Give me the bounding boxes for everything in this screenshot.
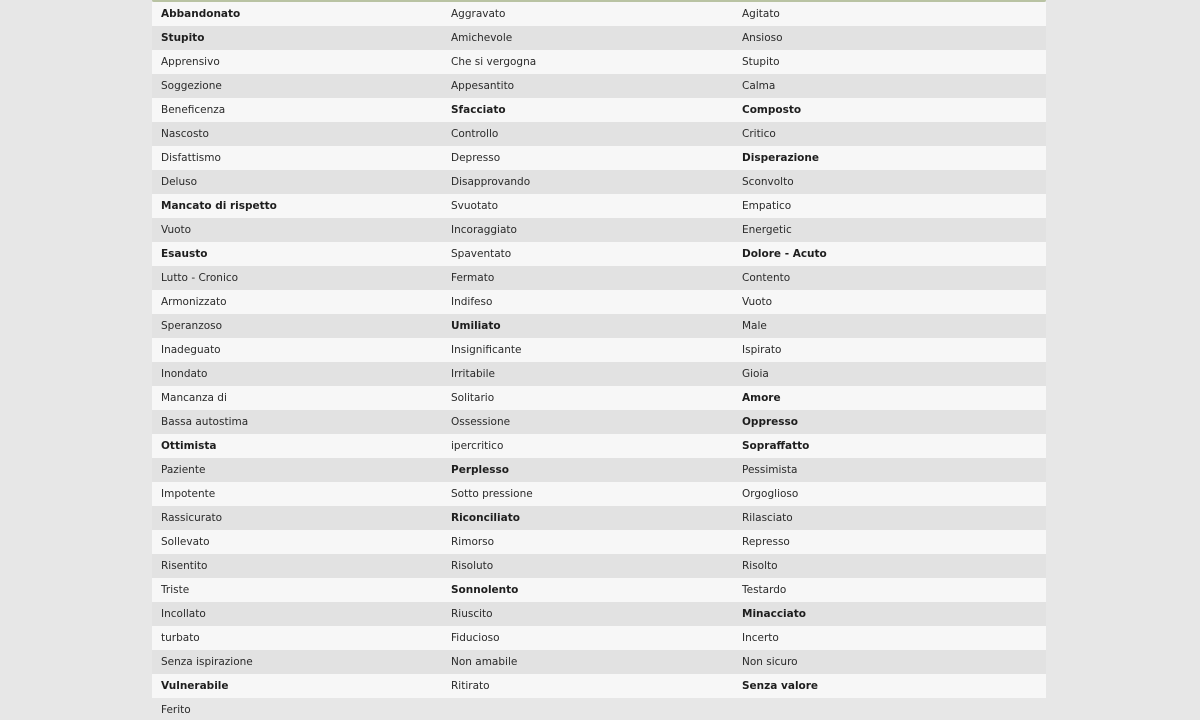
table-row — [152, 74, 1046, 98]
table-cell: Energetic — [733, 218, 1046, 242]
table-cell: Calma — [733, 74, 1046, 98]
table-cell: Risentito — [152, 554, 442, 578]
table-cell: ipercritico — [442, 434, 733, 458]
table-cell: Empatico — [733, 194, 1046, 218]
table-cell: Beneficenza — [152, 98, 442, 122]
table-cell: Minacciato — [733, 602, 1046, 626]
table-cell: Senza valore — [733, 674, 1046, 698]
table-cell: Inondato — [152, 362, 442, 386]
table-cell: Incerto — [733, 626, 1046, 650]
table-cell: Incoraggiato — [442, 218, 733, 242]
table-cell: Indifeso — [442, 290, 733, 314]
table-cell: turbato — [152, 626, 442, 650]
table-cell: Vuoto — [733, 290, 1046, 314]
table-row — [152, 482, 1046, 506]
table-row — [152, 290, 1046, 314]
table-cell: Sopraffatto — [733, 434, 1046, 458]
table-cell: Nascosto — [152, 122, 442, 146]
table-cell: Speranzoso — [152, 314, 442, 338]
table-cell: Amore — [733, 386, 1046, 410]
table-cell: Critico — [733, 122, 1046, 146]
table-row — [152, 242, 1046, 266]
table-cell: Contento — [733, 266, 1046, 290]
table-cell: Triste — [152, 578, 442, 602]
table-cell: Che si vergogna — [442, 50, 733, 74]
table-cell: Soggezione — [152, 74, 442, 98]
table-row — [152, 218, 1046, 242]
table-cell: Rassicurato — [152, 506, 442, 530]
table-cell: Abbandonato — [152, 2, 442, 26]
table-row — [152, 410, 1046, 434]
table-cell: Irritabile — [442, 362, 733, 386]
table-body — [152, 2, 1046, 720]
table-row — [152, 2, 1046, 26]
table-row — [152, 314, 1046, 338]
table-cell: Orgoglioso — [733, 482, 1046, 506]
table-cell: Lutto - Cronico — [152, 266, 442, 290]
table-row — [152, 26, 1046, 50]
table-cell: Rilasciato — [733, 506, 1046, 530]
table-cell: Paziente — [152, 458, 442, 482]
table-cell: Stupito — [733, 50, 1046, 74]
table-cell: Depresso — [442, 146, 733, 170]
table-row — [152, 650, 1046, 674]
table-cell: Inadeguato — [152, 338, 442, 362]
table-cell: Ritirato — [442, 674, 733, 698]
table-cell: Spaventato — [442, 242, 733, 266]
table-row — [152, 602, 1046, 626]
table-cell: Ossessione — [442, 410, 733, 434]
table-cell: Apprensivo — [152, 50, 442, 74]
table-cell: Controllo — [442, 122, 733, 146]
table-cell — [733, 698, 1046, 720]
table-row — [152, 194, 1046, 218]
table-cell: Male — [733, 314, 1046, 338]
table-cell: Fiducioso — [442, 626, 733, 650]
table-cell: Senza ispirazione — [152, 650, 442, 674]
table-row — [152, 626, 1046, 650]
table-cell: Disfattismo — [152, 146, 442, 170]
table-row — [152, 458, 1046, 482]
table-row — [152, 50, 1046, 74]
table-row — [152, 362, 1046, 386]
table-cell: Sonnolento — [442, 578, 733, 602]
table-row — [152, 506, 1046, 530]
table-cell: Amichevole — [442, 26, 733, 50]
table-cell: Esausto — [152, 242, 442, 266]
table-cell: Testardo — [733, 578, 1046, 602]
table-cell: Represso — [733, 530, 1046, 554]
table-cell: Sotto pressione — [442, 482, 733, 506]
table-cell: Aggravato — [442, 2, 733, 26]
table-row — [152, 338, 1046, 362]
table-row — [152, 122, 1046, 146]
table-cell: Mancanza di — [152, 386, 442, 410]
table-cell: Appesantito — [442, 74, 733, 98]
table-cell: Rimorso — [442, 530, 733, 554]
table-cell: Ottimista — [152, 434, 442, 458]
table-cell: Perplesso — [442, 458, 733, 482]
table-row — [152, 146, 1046, 170]
table-cell: Disapprovando — [442, 170, 733, 194]
table-cell: Vulnerabile — [152, 674, 442, 698]
table-cell: Ispirato — [733, 338, 1046, 362]
table-row — [152, 578, 1046, 602]
table-cell: Impotente — [152, 482, 442, 506]
table-cell: Composto — [733, 98, 1046, 122]
table-cell: Svuotato — [442, 194, 733, 218]
table-row — [152, 434, 1046, 458]
table-cell: Risoluto — [442, 554, 733, 578]
table-cell: Non sicuro — [733, 650, 1046, 674]
table-cell: Sconvolto — [733, 170, 1046, 194]
table-cell: Risolto — [733, 554, 1046, 578]
table-cell: Incollato — [152, 602, 442, 626]
table-cell: Sollevato — [152, 530, 442, 554]
table-cell: Oppresso — [733, 410, 1046, 434]
table-cell: Agitato — [733, 2, 1046, 26]
table-cell: Umiliato — [442, 314, 733, 338]
table-row — [152, 554, 1046, 578]
table-cell: Riconciliato — [442, 506, 733, 530]
table-row — [152, 266, 1046, 290]
table-row — [152, 98, 1046, 122]
table-cell: Sfacciato — [442, 98, 733, 122]
table-row — [152, 530, 1046, 554]
table-cell: Non amabile — [442, 650, 733, 674]
table-cell: Disperazione — [733, 146, 1046, 170]
table-row — [152, 698, 1046, 720]
emotion-word-table — [152, 2, 1046, 720]
table-cell — [442, 698, 733, 720]
table-cell: Riuscito — [442, 602, 733, 626]
table-cell: Solitario — [442, 386, 733, 410]
table-cell: Vuoto — [152, 218, 442, 242]
table-cell: Fermato — [442, 266, 733, 290]
table-cell: Ferito — [161, 704, 191, 716]
table-row — [152, 674, 1046, 698]
table-cell: Pessimista — [733, 458, 1046, 482]
table-cell: Deluso — [152, 170, 442, 194]
table-cell: Stupito — [152, 26, 442, 50]
table-cell: Mancato di rispetto — [152, 194, 442, 218]
table-cell: Dolore - Acuto — [733, 242, 1046, 266]
table-cell: Armonizzato — [152, 290, 442, 314]
table-row — [152, 386, 1046, 410]
table-cell: Bassa autostima — [152, 410, 442, 434]
table-row — [152, 170, 1046, 194]
table-cell: Ansioso — [733, 26, 1046, 50]
table-cell: Gioia — [733, 362, 1046, 386]
table-cell: Insignificante — [442, 338, 733, 362]
